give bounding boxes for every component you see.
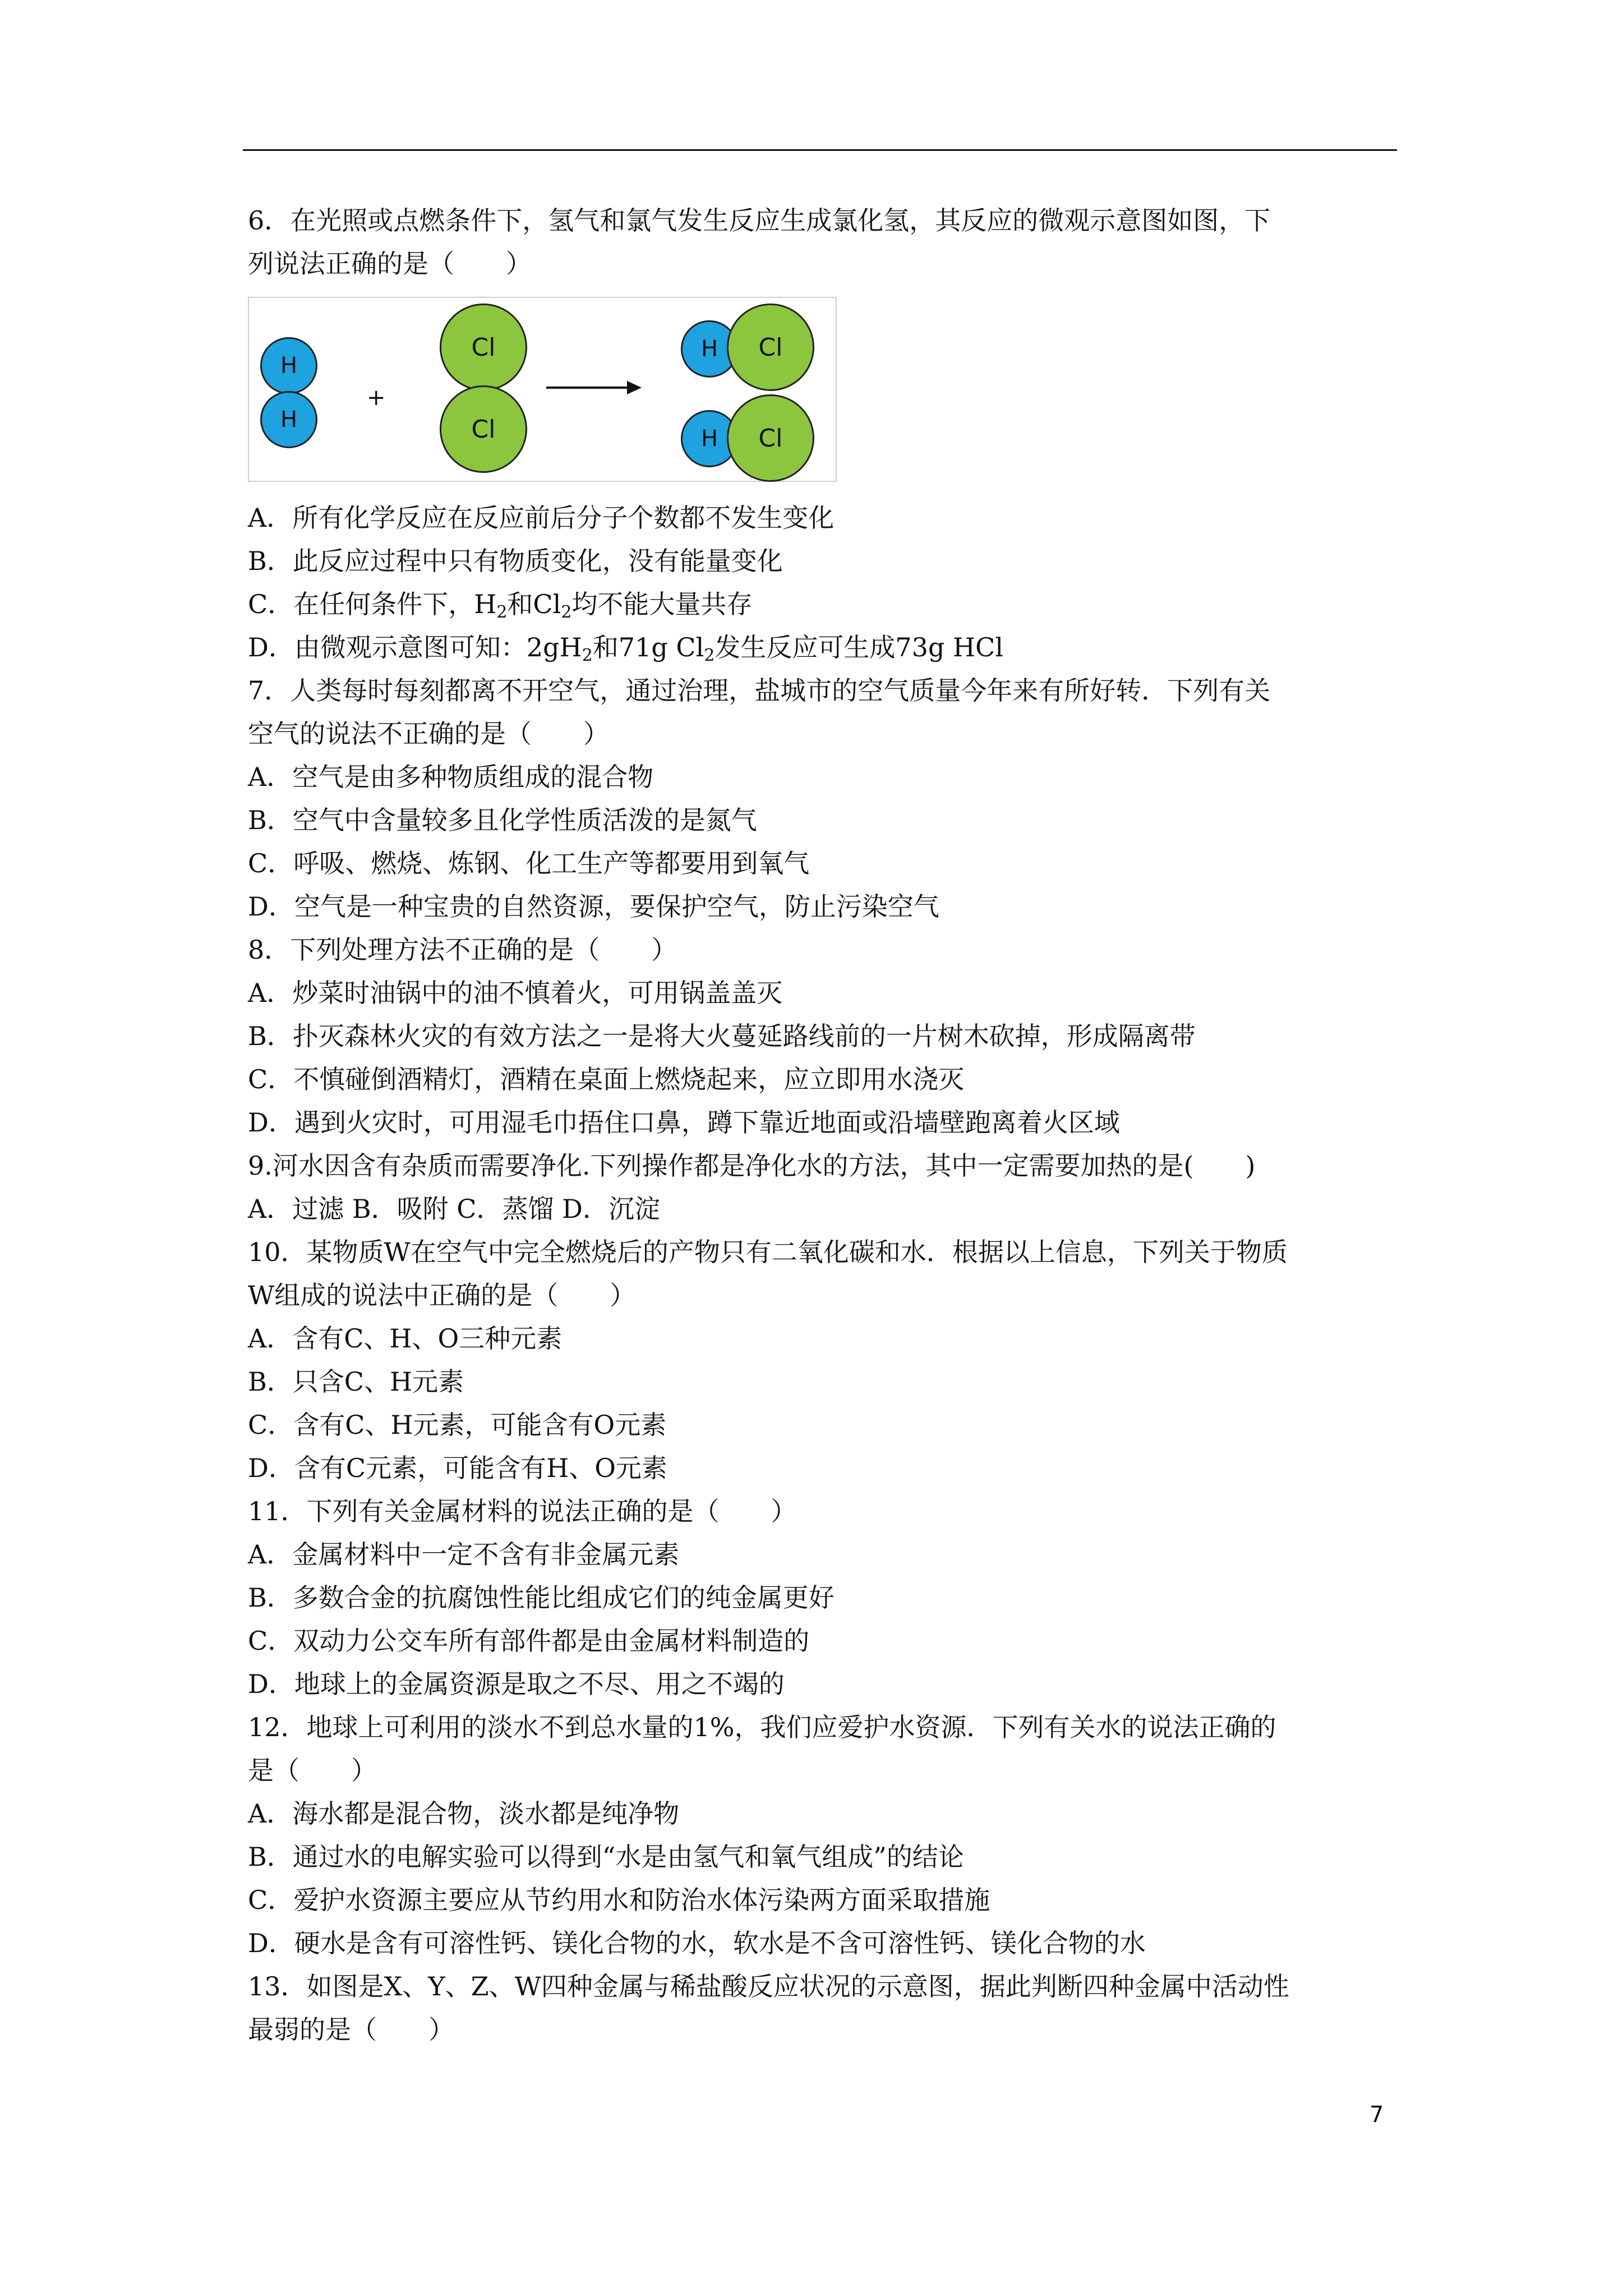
plus-sign: +: [367, 385, 386, 411]
q8-option-c: C．不慎碰倒酒精灯，酒精在桌面上燃烧起来，应立即用水浇灭: [248, 1064, 965, 1094]
q6-option-d: D．由微观示意图可知：$2gH_2$和71g $Cl_2$发生反应可生成73g HCl: [248, 632, 1004, 665]
reaction-arrow: [546, 386, 630, 389]
q7-option-d: D．空气是一种宝贵的自然资源，要保护空气，防止污染空气: [248, 891, 939, 922]
product-chlorine-atom: Cl: [727, 394, 814, 482]
question-content: [248, 199, 1403, 2051]
q9-stem: 9.河水因含有杂质而需要净化.下列操作都是净化水的方法，其中一定需要加热的是( ): [248, 1151, 1256, 1181]
q7-stem-line2: 空气的说法不正确的是（ ）: [248, 719, 609, 749]
q10-stem-line2: W组成的说法中正确的是（ ）: [248, 1280, 636, 1310]
q8-stem: 8．下列处理方法不正确的是（ ）: [248, 935, 677, 965]
product-chlorine-atom: Cl: [727, 303, 814, 391]
q12-option-a: A．海水都是混合物，淡水都是纯净物: [248, 1798, 680, 1829]
q12-option-b: B．通过水的电解实验可以得到“水是由氢气和氧气组成”的结论: [248, 1842, 964, 1872]
q10-option-d: D．含有C元素，可能含有H、O元素: [248, 1453, 667, 1483]
q6-stem-line2: 列说法正确的是（ ）: [248, 249, 532, 279]
q11-stem: 11．下列有关金属材料的说法正确的是（ ）: [248, 1496, 797, 1526]
q11-option-b: B．多数合金的抗腐蚀性能比组成它们的纯金属更好: [248, 1582, 834, 1613]
page-number: 7: [1370, 2102, 1384, 2128]
q8-option-b: B．扑灭森林火灾的有效方法之一是将大火蔓延路线前的一片树木砍掉，形成隔离带: [248, 1021, 1196, 1051]
q11-option-a: A．金属材料中一定不含有非金属元素: [248, 1539, 680, 1570]
product-hydrogen-atom: H: [681, 320, 738, 378]
q8-option-a: A．炒菜时油锅中的油不慎着火，可用锅盖盖灭: [248, 978, 783, 1008]
q6-stem-line1: 6．在光照或点燃条件下，氢气和氯气发生反应生成氯化氢，其反应的微观示意图如图，下: [248, 205, 1271, 236]
header-rule: [243, 149, 1397, 151]
q12-stem-line1: 12．地球上可利用的淡水不到总水量的1%，我们应爱护水资源．下列有关水的说法正确的: [248, 1712, 1276, 1742]
q12-option-d: D．硬水是含有可溶性钙、镁化合物的水，软水是不含可溶性钙、镁化合物的水: [248, 1928, 1146, 1958]
q11-option-c: C．双动力公交车所有部件都是由金属材料制造的: [248, 1626, 810, 1656]
reaction-diagram: [248, 297, 837, 482]
product-hydrogen-atom: H: [681, 410, 738, 467]
q12-stem-line2: 是（ ）: [248, 1755, 377, 1786]
hydrogen-atom: H: [260, 391, 317, 448]
q12-option-c: C．爱护水资源主要应从节约用水和防治水体污染两方面采取措施: [248, 1885, 990, 1915]
q7-stem-line1: 7．人类每时每刻都离不开空气，通过治理，盐城市的空气质量今年来有所好转．下列有关: [248, 675, 1271, 706]
q10-option-c: C．含有C、H元素，可能含有O元素: [248, 1410, 667, 1440]
q10-option-b: B．只含C、H元素: [248, 1366, 464, 1397]
q6-option-b: B．此反应过程中只有物质变化，没有能量变化: [248, 546, 783, 576]
q6-option-c: C．在任何条件下，$H_2$和$Cl_2$均不能大量共存: [248, 589, 753, 622]
q10-stem-line1: 10．某物质W在空气中完全燃烧后的产物只有二氧化碳和水．根据以上信息，下列关于物质: [248, 1237, 1288, 1267]
arrow-head-icon: [627, 381, 642, 394]
q7-option-c: C．呼吸、燃烧、炼钢、化工生产等都要用到氧气: [248, 848, 810, 878]
q9-options: A．过滤 B．吸附 C．蒸馏 D．沉淀: [248, 1194, 660, 1224]
chlorine-atom: Cl: [440, 303, 527, 391]
q6-option-a: A．所有化学反应在反应前后分子个数都不发生变化: [248, 503, 834, 533]
chlorine-atom: Cl: [440, 385, 527, 473]
q13-stem-line1: 13．如图是X、Y、Z、W四种金属与稀盐酸反应状况的示意图，据此判断四种金属中活动性: [248, 1971, 1289, 2001]
q10-option-a: A．含有C、H、O三种元素: [248, 1323, 562, 1354]
hydrogen-atom: H: [260, 337, 317, 394]
q11-option-d: D．地球上的金属资源是取之不尽、用之不竭的: [248, 1669, 785, 1699]
q13-stem-line2: 最弱的是（ ）: [248, 2014, 454, 2045]
q7-option-a: A．空气是由多种物质组成的混合物: [248, 762, 654, 792]
q8-option-d: D．遇到火灾时，可用湿毛巾捂住口鼻，蹲下靠近地面或沿墙壁跑离着火区域: [248, 1107, 1120, 1138]
q7-option-b: B．空气中含量较多且化学性质活泼的是氮气: [248, 805, 757, 835]
